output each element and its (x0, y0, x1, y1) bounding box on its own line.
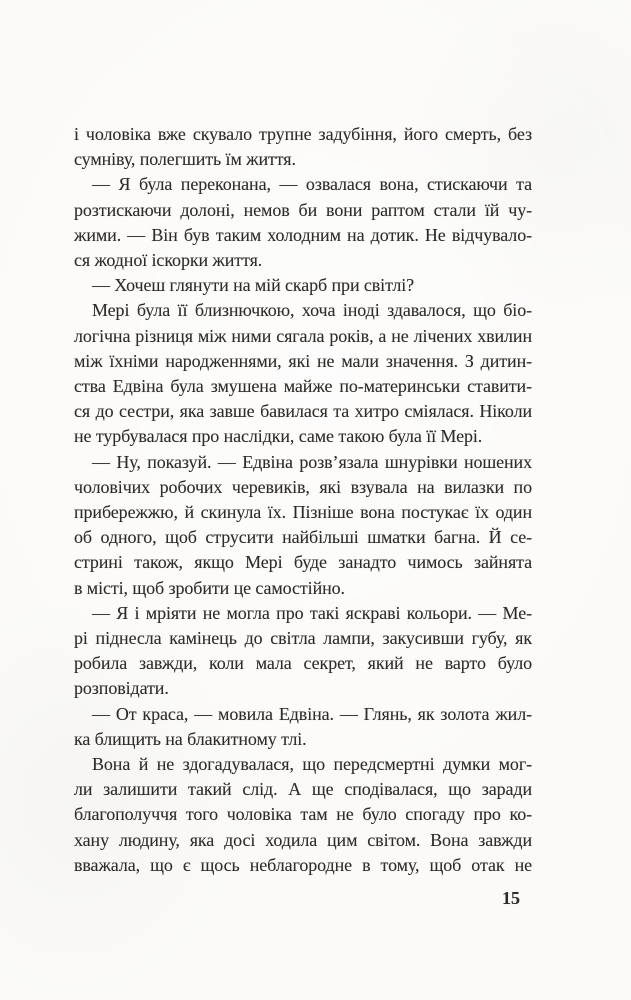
text-line: між їхніми народженнями, які не мали значення. З дитин- (74, 350, 532, 371)
page-number: 15 (502, 888, 520, 908)
text-line: розтискаючи долоні, немов би вони раптом стали їй чу- (74, 199, 532, 220)
text-line: стрині також, якщо Мері буде занадто чимось зайнята (74, 552, 532, 573)
text-line: робила завжди, коли мала секрет, який не варто було (74, 653, 532, 674)
text-line: об одного, щоб струсити найбільші шматки багна. Й се- (74, 527, 532, 548)
text-line: благополуччя того чоловіка там не було спогаду про ко- (74, 804, 532, 825)
paragraph (74, 172, 532, 273)
text-line: і чоловіка вже скувало трупне задубіння, його смерть, без (74, 124, 532, 144)
text-line: вважала, що є щось неблагородне в тому, щоб отак не (74, 854, 532, 875)
text-line: не турбувалася про наслідки, саме такою була її Мері. (74, 426, 483, 447)
text-line: ка блищить на блакитному тлі. (74, 728, 307, 749)
text-line: розповідати. (74, 678, 169, 699)
text-line: в місті, щоб зробити це самостійно. (74, 577, 345, 598)
paragraph (74, 298, 532, 449)
text-line: ства Едвіна була змушена майже по-материнськи ставити- (74, 376, 532, 397)
text-line: рі піднесла камінець до світла лампи, закусивши губу, як (74, 628, 532, 649)
text-line: жими. — Він був таким холодним на дотик. Не відчувало- (74, 224, 532, 245)
paragraph (74, 601, 532, 702)
text-line: — От краса, — мовила Едвіна. — Глянь, як золота жил- (92, 703, 532, 724)
text-line: Мері була її близнючкою, хоча іноді здавалося, що біо- (92, 300, 532, 321)
text-line: Вона й не здогадувалася, що передсмертні думки мог- (92, 754, 532, 775)
text-line: — Я і мріяти не могла про такі яскраві кольори. — Ме- (92, 602, 532, 623)
text-line: ся жодної іскорки життя. (74, 250, 263, 271)
text-line: ли залишити такий слід. А ще сподівалася, що заради (74, 779, 532, 800)
text-line: ся до сестри, яка завше бавилася та хитро сміялася. Ніколи (74, 401, 532, 422)
page-text (74, 122, 532, 878)
paragraph (74, 273, 532, 298)
text-line: логічна різниця між ними сягала років, а не лічених хвилин (74, 325, 532, 346)
text-line: — Ну, показуй. — Едвіна розв’язала шнурівки ношених (92, 451, 532, 472)
paragraph (74, 702, 532, 752)
paragraph (74, 122, 532, 172)
paragraph (74, 752, 532, 878)
text-line: хану людину, яка досі ходила цим світом. Вона завжди (74, 829, 532, 850)
text-line: прибережжю, й скинула їх. Пізніше вона постукає їх один (74, 502, 532, 523)
text-line: сумніву, полегшить їм життя. (74, 149, 296, 170)
text-line: чоловічих робочих черевиків, які взувала на вилазки по (74, 476, 532, 497)
text-line: — Я була переконана, — озвалася вона, стискаючи та (92, 174, 532, 195)
paragraph (74, 450, 532, 601)
text-line: — Хочеш глянути на мій скарб при світлі? (92, 275, 415, 296)
